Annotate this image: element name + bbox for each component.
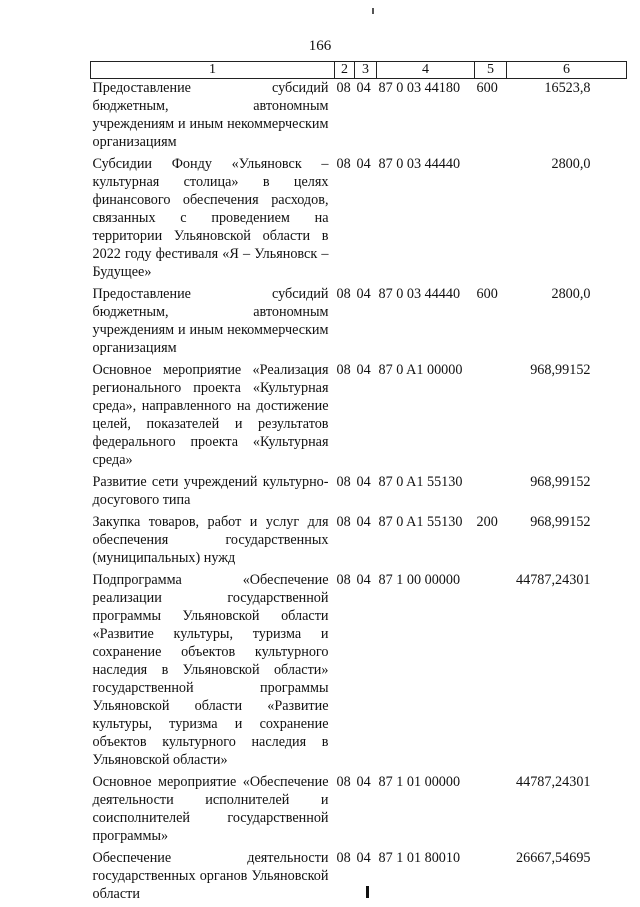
row-amount: 968,99152: [507, 361, 627, 473]
row-section: 08: [335, 571, 355, 773]
header-col-3: 3: [355, 62, 377, 79]
table-row: [91, 155, 627, 285]
row-description: Закупка товаров, работ и услуг для обеспечения государственных (муниципальных) нужд: [91, 513, 335, 571]
scan-mark-bottom: [366, 886, 369, 898]
row-description: Обеспечение деятельности государственных органов Ульяновской области: [91, 849, 335, 907]
table-row: [91, 571, 627, 773]
row-subsection: 04: [355, 849, 377, 907]
row-section: 08: [335, 513, 355, 571]
row-target-code: 87 0 A1 55130: [377, 473, 475, 513]
row-target-code: 87 1 01 80010: [377, 849, 475, 907]
row-subsection: 04: [355, 155, 377, 285]
row-description: Предоставление субсидий бюджетным, автономным учреждениям и иным некоммерческим организациям: [91, 285, 335, 361]
row-subsection: 04: [355, 513, 377, 571]
row-expense-type: [475, 361, 507, 473]
row-expense-type: [475, 155, 507, 285]
row-section: 08: [335, 361, 355, 473]
header-col-2: 2: [335, 62, 355, 79]
table-row: [91, 773, 627, 849]
row-target-code: 87 1 00 00000: [377, 571, 475, 773]
row-section: 08: [335, 285, 355, 361]
table-header: [91, 62, 627, 79]
row-section: 08: [335, 849, 355, 907]
row-subsection: 04: [355, 79, 377, 156]
row-target-code: 87 0 03 44180: [377, 79, 475, 156]
row-section: 08: [335, 473, 355, 513]
table-row: [91, 361, 627, 473]
row-expense-type: [475, 773, 507, 849]
row-subsection: 04: [355, 361, 377, 473]
table-body: [91, 79, 627, 907]
header-col-1: 1: [91, 62, 335, 79]
row-amount: 968,99152: [507, 473, 627, 513]
row-amount: 2800,0: [507, 285, 627, 361]
row-expense-type: [475, 571, 507, 773]
row-description: Основное мероприятие «Обеспечение деятельности исполнителей и соисполнителей государственной программы»: [91, 773, 335, 849]
header-col-5: 5: [475, 62, 507, 79]
row-description: Развитие сети учреждений культурно-досугового типа: [91, 473, 335, 513]
row-target-code: 87 0 03 44440: [377, 155, 475, 285]
row-expense-type: 600: [475, 285, 507, 361]
row-expense-type: 600: [475, 79, 507, 156]
row-section: 08: [335, 79, 355, 156]
scan-mark-top: [372, 8, 374, 14]
header-col-4: 4: [377, 62, 475, 79]
row-description: Предоставление субсидий бюджетным, автономным учреждениям и иным некоммерческим организациям: [91, 79, 335, 156]
row-amount: 16523,8: [507, 79, 627, 156]
header-col-6: 6: [507, 62, 627, 79]
row-section: 08: [335, 773, 355, 849]
row-description: Субсидии Фонду «Ульяновск – культурная столица» в целях финансового обеспечения расходов, связанных с проведением на территории Ульяновской области в 2022 году фестиваля «Я – Ульяновск – Будущее»: [91, 155, 335, 285]
table-row: [91, 285, 627, 361]
row-amount: 44787,24301: [507, 571, 627, 773]
row-section: 08: [335, 155, 355, 285]
row-target-code: 87 1 01 00000: [377, 773, 475, 849]
table-row: [91, 513, 627, 571]
row-amount: 968,99152: [507, 513, 627, 571]
row-target-code: 87 0 03 44440: [377, 285, 475, 361]
row-amount: 26667,54695: [507, 849, 627, 907]
table-row: [91, 473, 627, 513]
row-target-code: 87 0 A1 00000: [377, 361, 475, 473]
row-subsection: 04: [355, 773, 377, 849]
row-expense-type: [475, 849, 507, 907]
row-target-code: 87 0 A1 55130: [377, 513, 475, 571]
row-amount: 44787,24301: [507, 773, 627, 849]
row-expense-type: 200: [475, 513, 507, 571]
row-subsection: 04: [355, 285, 377, 361]
row-description: Основное мероприятие «Реализация регионального проекта «Культурная среда», направленного на достижение целей, показателей и результатов федерального проекта «Культурная среда»: [91, 361, 335, 473]
budget-table: [90, 61, 627, 907]
row-subsection: 04: [355, 571, 377, 773]
row-amount: 2800,0: [507, 155, 627, 285]
row-description: Подпрограмма «Обеспечение реализации государственной программы Ульяновской области «Развитие культуры, туризма и сохранение объектов культурного наследия в Ульяновской области» государственной программы Ульяновской области «Развитие культуры, туризма и сохранение объектов культурного наследия в Ульяновской области»: [91, 571, 335, 773]
table-row: [91, 79, 627, 156]
table-row: [91, 849, 627, 907]
row-expense-type: [475, 473, 507, 513]
page-number: 166: [0, 38, 640, 55]
row-subsection: 04: [355, 473, 377, 513]
